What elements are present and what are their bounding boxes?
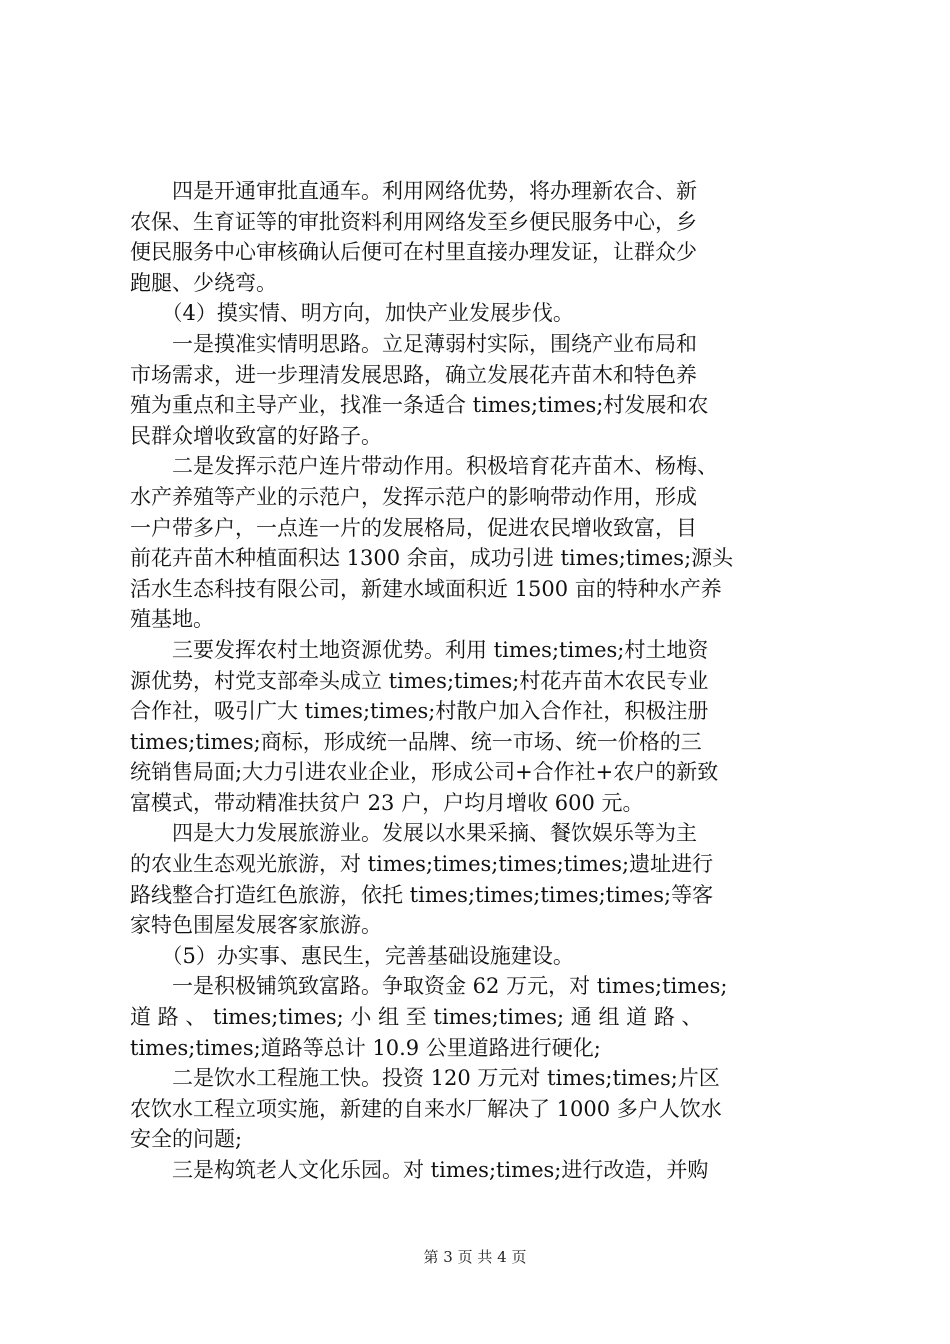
text-line: 民群众增收致富的好路子。 (130, 423, 382, 448)
text-line: 安全的问题; (130, 1127, 243, 1152)
text-line: 三是构筑老人文化乐园。对 times;times;进行改造，并购 (130, 1158, 709, 1182)
text-line: （5）办实事、惠民生，完善基础设施建设。 (130, 943, 574, 968)
text-line: 二是饮水工程施工快。投资 120 万元对 times;times;片区 (130, 1066, 720, 1091)
text-line: 跑腿、少绕弯。 (130, 270, 277, 295)
text-line: 殖为重点和主导产业，找准一条适合 times;times;村发展和农 (130, 393, 709, 418)
text-line: 家特色围屋发展客家旅游。 (130, 913, 382, 938)
text-line: 便民服务中心审核确认后便可在村里直接办理发证，让群众少 (130, 240, 697, 265)
text-line: 四是大力发展旅游业。发展以水果采摘、餐饮娱乐等为主 (130, 821, 697, 846)
text-line: 的农业生态观光旅游，对 times;times;times;times;遗址进行 (130, 852, 714, 877)
text-line: 殖基地。 (130, 607, 214, 632)
document-body (130, 176, 830, 1186)
text-line: 一是积极铺筑致富路。争取资金 62 万元，对 times;times; (130, 974, 728, 999)
text-line: 活水生态科技有限公司，新建水域面积近 1500 亩的特种水产养 (130, 576, 722, 601)
text-line: 一户带多户，一点连一片的发展格局，促进农民增收致富，目 (130, 515, 697, 540)
text-line: 四是开通审批直通车。利用网络优势，将办理新农合、新 (130, 179, 697, 203)
page-footer: 第 3 页 共 4 页 (423, 1248, 527, 1266)
text-line: 统销售局面;大力引进农业企业，形成公司+合作社+农户的新致 (130, 760, 719, 785)
text-line: 源优势，村党支部牵头成立 times;times;村花卉苗木农民专业 (130, 668, 709, 693)
text-line: 农保、生育证等的审批资料利用网络发至乡便民服务中心，乡 (130, 209, 697, 234)
text-line: 三要发挥农村土地资源优势。利用 times;times;村土地资 (130, 637, 709, 662)
text-line: 水产养殖等产业的示范户，发挥示范户的影响带动作用，形成 (130, 484, 697, 509)
text-line: 市场需求，进一步理清发展思路，确立发展花卉苗木和特色养 (130, 362, 697, 387)
text-line: times;times;道路等总计 10.9 公里道路进行硬化; (130, 1035, 601, 1060)
text-line: 路线整合打造红色旅游，依托 times;times;times;times;等客 (130, 882, 714, 907)
text-line: 二是发挥示范户连片带动作用。积极培育花卉苗木、杨梅、 (130, 454, 718, 479)
text-line: 富模式，带动精准扶贫户 23 户，户均月增收 600 元。 (130, 790, 644, 815)
text-line: 合作社，吸引广大 times;times;村散户加入合作社，积极注册 (130, 699, 709, 724)
text-line: （4）摸实情、明方向，加快产业发展步伐。 (130, 301, 574, 326)
text-line: 一是摸准实情明思路。立足薄弱村实际，围绕产业布局和 (130, 331, 697, 356)
text-line: 前花卉苗木种植面积达 1300 余亩，成功引进 times;times;源头 (130, 546, 734, 571)
text-line: 农饮水工程立项实施，新建的自来水厂解决了 1000 多户人饮水 (130, 1096, 722, 1121)
text-line: times;times;商标，形成统一品牌、统一市场、统一价格的三 (130, 729, 702, 754)
text-line: 道 路 、 times;times; 小 组 至 times;times; 通 组 道 路 、 (130, 1005, 703, 1030)
